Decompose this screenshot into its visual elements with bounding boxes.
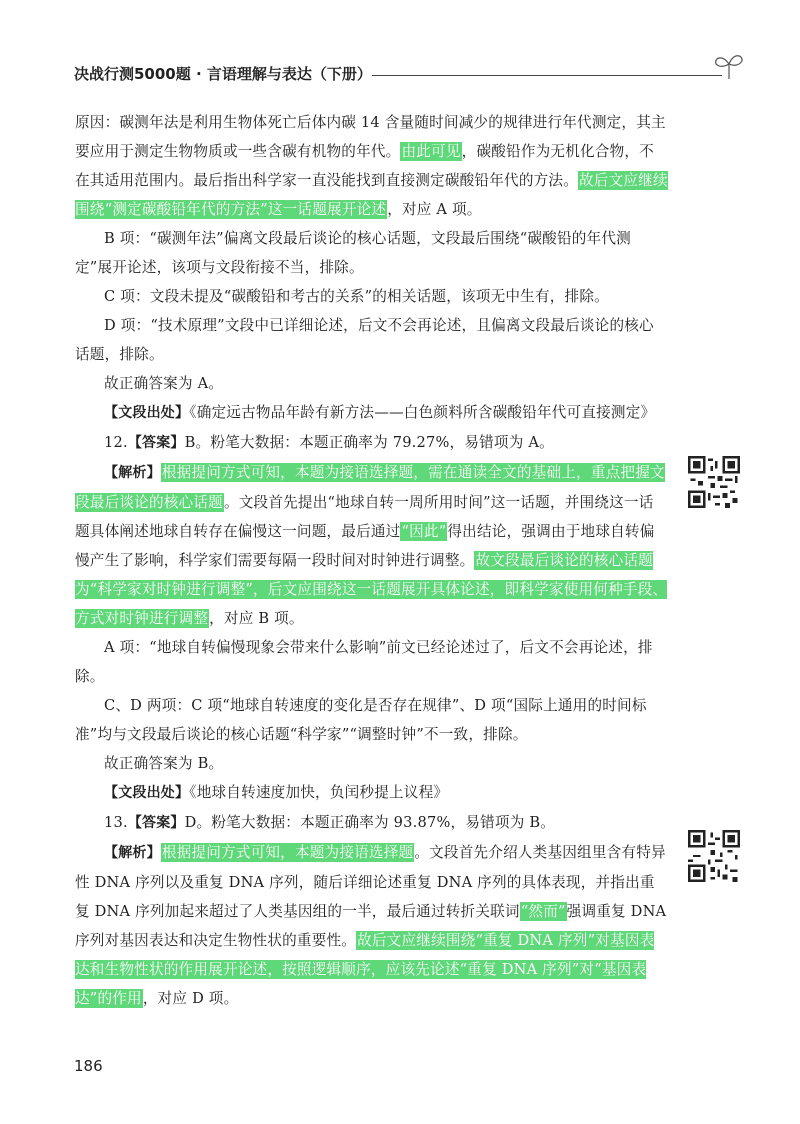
highlight: “因此” — [401, 523, 447, 540]
highlight: 故后文应继续围绕“测定碳酸铅年代的方法”这一话题展开论述 — [75, 172, 668, 218]
q11-option-c: C 项：文段未提及“碳酸铅和考古的关系”的相关话题，该项无中生有，排除。 — [104, 288, 609, 305]
highlight: 故文段最后谈论的核心话题为“科学家对时钟进行调整”，后文应围绕这一话题展开具体论述，即科学家使用何种手段、方式对时钟进行调整 — [75, 552, 668, 627]
page-number: 186 — [74, 1057, 103, 1075]
highlight: 故后文应继续围绕“重复 DNA 序列”对基因表达和生物性状的作用展开论述，按照逻辑顺序，应该先论述“重复 DNA 序列”对“基因表达”的作用 — [75, 932, 655, 1007]
q11-option-d: D 项：“技术原理”文段中已详细论述，后文不会再论述，且偏离文段最后谈论的核心话题，排除。 — [75, 317, 654, 363]
q13-answer: 13.【答案】D。粉笔大数据：本题正确率为 93.87%，易错项为 B。 — [104, 814, 556, 831]
q12-answer: 12.【答案】B。粉笔大数据：本题正确率为 79.27%，易错项为 A。 — [104, 434, 554, 451]
q12-option-cd: C、D 两项：C 项“地球自转速度的变化是否存在规律”、D 项“国际上通用的时间标准”均与文段最后谈论的核心话题“科学家”“调整时钟”不一致，排除。 — [75, 697, 647, 743]
highlight: 根据提问方式可知，本题为接语选择题 — [161, 844, 414, 861]
q12-option-a: A 项：“地球自转偏慢现象会带来什么影响”前文已经论述过了，后文不会再论述，排除。 — [75, 639, 653, 685]
q11-source: 【文段出处】《确定远古物品年龄有新方法——白色颜料所含碳酸铅年代可直接测定》 — [104, 404, 656, 421]
q11-option-b: B 项：“碳测年法”偏离文段最后谈论的核心话题，文段最后围绕“碳酸铅的年代测定”展开论述，该项与文段衔接不当，排除。 — [75, 230, 631, 276]
sprout-icon — [712, 50, 746, 80]
q11-conclusion: 故正确答案为 A。 — [104, 375, 224, 392]
highlight: 由此可见 — [401, 143, 461, 160]
q12-analysis: 【解析】根据提问方式可知，本题为接语选择题，需在通读全文的基础上，重点把握文段最后谈论的核心话题。文段首先提出“地球自转一周所用时间”这一话题，并围绕这一话题具体阐述地球自转存在偏慢这一问题，最后通过“因此”得出结论，强调由于地球自转偏慢产生了影响，科学家们需要每隔一段时间对时钟进行调整。故文段最后谈论的核心话题为“科学家对时钟进行调整”，后文应围绕这一话题展开具体论述，即科学家使用何种手段、方式对时钟进行调整，对应 B 项。 — [75, 464, 668, 627]
header-divider — [372, 75, 722, 76]
highlight: 根据提问方式可知，本题为接语选择题，需在通读全文的基础上，重点把握文段最后谈论的核心话题 — [75, 464, 665, 511]
q12-source: 【文段出处】《地球自转速度加快，负闰秒提上议程》 — [104, 784, 449, 801]
highlight: “然而” — [520, 903, 566, 920]
page-body — [75, 108, 668, 1013]
qr-code-icon[interactable] — [688, 456, 740, 508]
q12-conclusion: 故正确答案为 B。 — [104, 755, 224, 772]
q13-analysis: 【解析】根据提问方式可知，本题为接语选择题。文段首先介绍人类基因组里含有特异性 DNA 序列以及重复 DNA 序列，随后详细论述重复 DNA 序列的具体表现，并指出重复 DNA 序列加起来超过了人类基因组的一半，最后通过转折关联词“然而”强调重复 DNA 序列对基因表达和决定生物性状的重要性。故后文应继续围绕“重复 DNA 序列”对基因表达和生物性状的作用展开论述，按照逻辑顺序，应该先论述“重复 DNA 序列”对“基因表达”的作用，对应 D 项。 — [75, 844, 667, 1007]
book-header-title: 决战行测5000题 · 言语理解与表达（下册） — [74, 65, 372, 83]
q11-reason: 原因：碳测年法是利用生物体死亡后体内碳 14 含量随时间减少的规律进行年代测定，其主要应用于测定生物物质或一些含碳有机物的年代。由此可见，碳酸铅作为无机化合物，不在其适用范围内。最后指出科学家一直没能找到直接测定碳酸铅年代的方法。故后文应继续围绕“测定碳酸铅年代的方法”这一话题展开论述，对应 A 项。 — [75, 114, 668, 218]
qr-code-icon[interactable] — [688, 830, 740, 882]
